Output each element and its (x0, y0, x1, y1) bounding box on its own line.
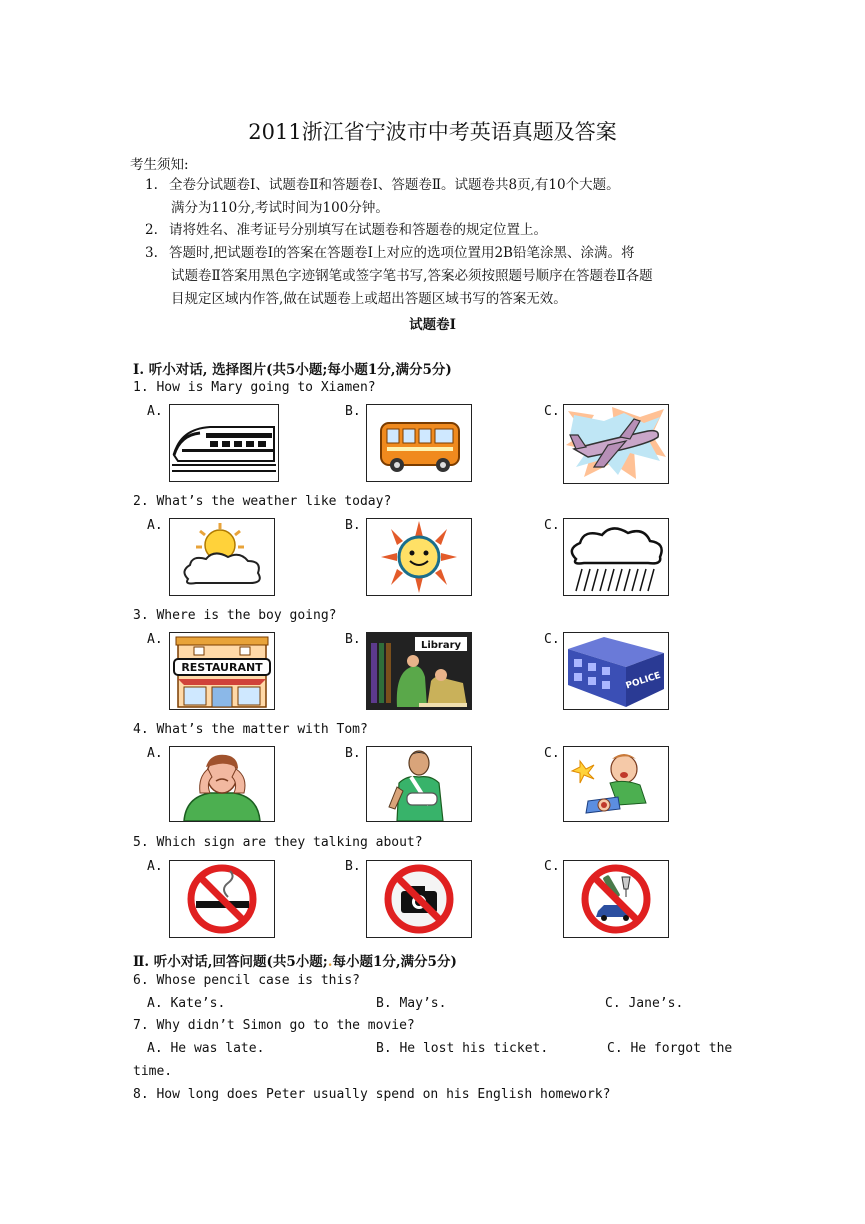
question-2: 2. What’s the weather like today? (133, 494, 392, 509)
notice-heading: 考生须知: (130, 157, 189, 173)
q6-option-b: B. May’s. (376, 996, 447, 1011)
option-letter-c: C. (544, 746, 560, 761)
section1-heading: Ⅰ. 听小对话, 选择图片(共5小题;每小题1分,满分5分) (133, 362, 452, 378)
notice-line: 全卷分试题卷Ⅰ、试题卷Ⅱ和答题卷Ⅰ、答题卷Ⅱ。试题卷共8页,有10个大题。 (169, 177, 620, 193)
option-letter-b: B. (345, 859, 361, 874)
notice-line: 请将姓名、准考证号分别填写在试题卷和答题卷的规定位置上。 (169, 222, 547, 238)
option-letter-a: A. (147, 518, 163, 533)
broken-arm-icon (366, 746, 472, 822)
police-station-icon (563, 632, 669, 710)
no-drink-driving-icon (563, 860, 669, 938)
section2-heading-dot: . (327, 954, 333, 970)
section2-heading (133, 950, 457, 970)
headache-icon (169, 746, 275, 822)
bus-icon (366, 404, 472, 482)
option-letter-b: B. (345, 746, 361, 761)
no-smoking-icon (169, 860, 275, 938)
question-5: 5. Which sign are they talking about? (133, 835, 423, 850)
library-sign-text: Library (420, 640, 462, 651)
rain-cloud-icon (563, 518, 669, 596)
sun-cloud-icon (169, 518, 275, 596)
option-letter-b: B. (345, 518, 361, 533)
notice-item-1 (145, 174, 745, 220)
airplane-icon (563, 404, 669, 484)
hurt-knee-icon (563, 746, 669, 822)
sun-icon (366, 518, 472, 596)
question-6: 6. Whose pencil case is this? (133, 973, 360, 988)
q6-option-c: C. Jane’s. (605, 996, 684, 1011)
notice-line: 答题时,把试题卷Ⅰ的答案在答题卷Ⅰ上对应的选项位置用2B铅笔涂黑、涂满。将 (169, 245, 635, 261)
section2-heading-part1: Ⅱ. 听小对话,回答问题(共5小题; (133, 954, 328, 970)
q7-option-a: A. He was late. (147, 1041, 265, 1056)
notice-line: 目规定区域内作答,做在试题卷上或超出答题区域书写的答案无效。 (171, 291, 567, 307)
restaurant-icon (169, 632, 275, 710)
notice-num: 3. (145, 245, 158, 261)
option-letter-a: A. (147, 632, 163, 647)
notice-item-3 (145, 242, 745, 311)
q7-option-c: C. He forgot the (607, 1041, 733, 1056)
police-sign-text: POLICE (624, 670, 663, 692)
no-photo-icon (366, 860, 472, 938)
library-icon (366, 632, 472, 710)
question-3: 3. Where is the boy going? (133, 608, 337, 623)
q7-option-c-continued: time. (133, 1064, 173, 1079)
page-title: 2011浙江省宁波市中考英语真题及答案 (248, 120, 617, 144)
q6-option-a: A. Kate’s. (147, 996, 226, 1011)
option-letter-b: B. (345, 632, 361, 647)
option-letter-a: A. (147, 746, 163, 761)
option-letter-b: B. (345, 404, 361, 419)
notice-line: 试题卷Ⅱ答案用黑色字迹钢笔或签字笔书写,答案必须按照题号顺序在答题卷Ⅱ各题 (171, 268, 653, 284)
notice-num: 1. (145, 177, 158, 193)
restaurant-sign-text: RESTAURANT (181, 661, 263, 674)
option-letter-c: C. (544, 518, 560, 533)
option-letter-c: C. (544, 632, 560, 647)
question-1: 1. How is Mary going to Xiamen? (133, 380, 376, 395)
question-7: 7. Why didn’t Simon go to the movie? (133, 1018, 415, 1033)
q7-option-b: B. He lost his ticket. (376, 1041, 549, 1056)
question-4: 4. What’s the matter with Tom? (133, 722, 368, 737)
option-letter-c: C. (544, 859, 560, 874)
train-icon (169, 404, 279, 482)
option-letter-a: A. (147, 859, 163, 874)
paper-label: 试题卷Ⅰ (409, 317, 456, 333)
notice-line: 满分为110分,考试时间为100分钟。 (171, 200, 389, 216)
notice-num: 2. (145, 222, 158, 238)
section2-heading-part2: 每小题1分,满分5分) (332, 954, 457, 970)
option-letter-c: C. (544, 404, 560, 419)
option-letter-a: A. (147, 404, 163, 419)
question-8: 8. How long does Peter usually spend on his English homework? (133, 1087, 611, 1102)
notice-item-2 (145, 219, 745, 242)
